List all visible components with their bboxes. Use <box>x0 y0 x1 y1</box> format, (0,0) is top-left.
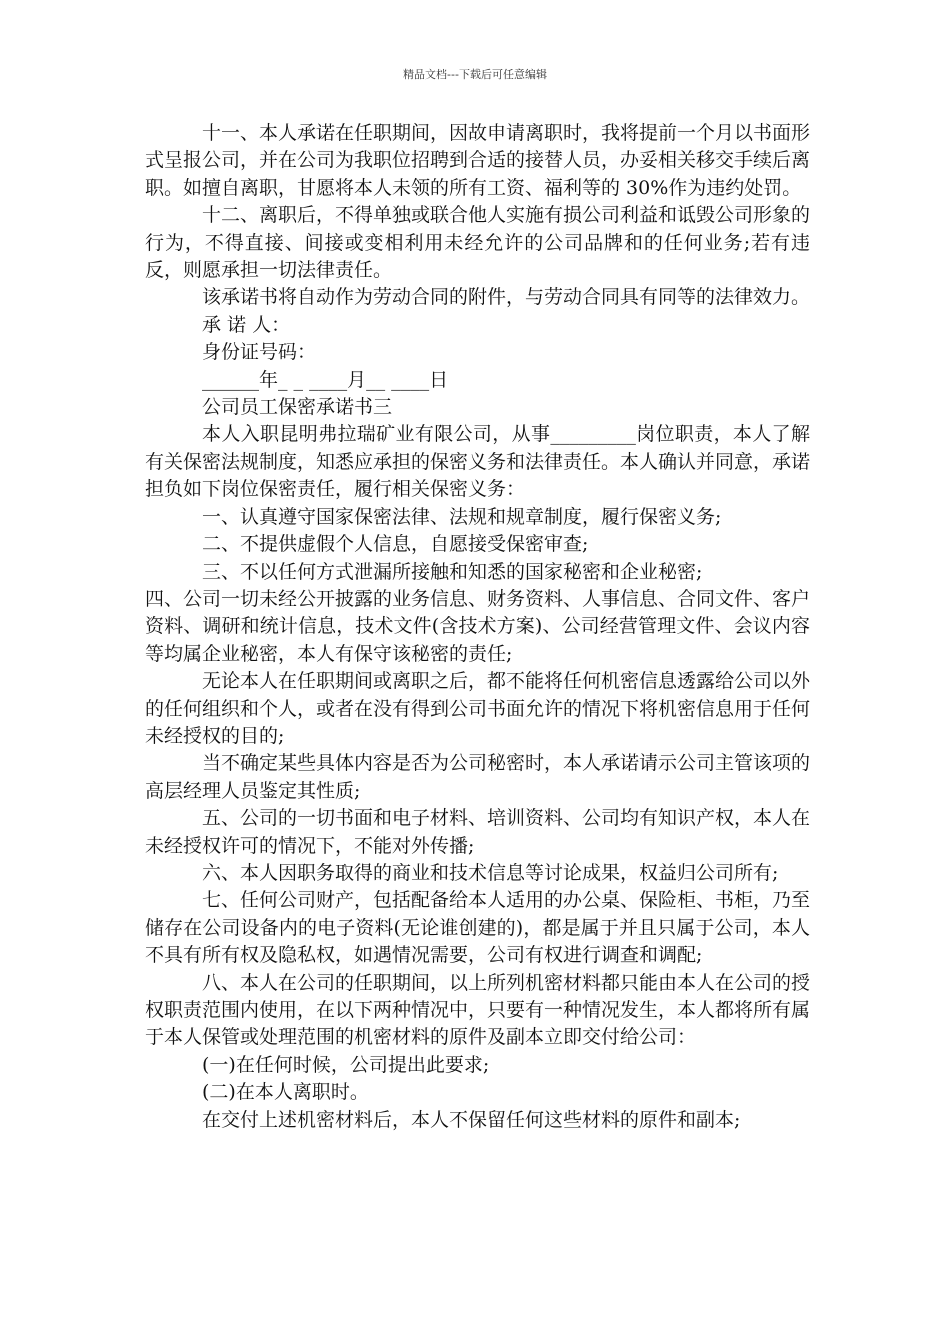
paragraph: 四、公司一切未经公开披露的业务信息、财务资料、人事信息、合同文件、客户资料、调研和统计信息，技术文件(含技术方案)、公司经营管理文件、会议内容等均属企业秘密，本人有保守该秘密的责任; <box>145 587 811 665</box>
id-number-label: 身份证号码： <box>202 341 317 364</box>
paragraph: 当不确定某些具体内容是否为公司秘密时，本人承诺请示公司主管该项的高层经理人员鉴定其性质; <box>145 752 811 802</box>
paragraph: 八、本人在公司的任职期间，以上所列机密材料都只能由本人在公司的授权职责范围内使用，在以下两种情况中，只要有一种情况发生，本人都将所有属于本人保管或处理范围的机密材料的原件及副本立即交付给公司： <box>145 971 811 1049</box>
paragraph: 无论本人在任职期间或离职之后，都不能将任何机密信息透露给公司以外的任何组织和个人，或者在没有得到公司书面允许的情况下将机密信息用于任何未经授权的目的; <box>145 670 811 747</box>
paragraph: (一)在任何时候，公司提出此要求; <box>202 1053 490 1076</box>
paragraph: 三、不以任何方式泄漏所接触和知悉的国家秘密和企业秘密; <box>202 560 703 583</box>
document-body <box>145 120 810 1134</box>
paragraph: 本人入职昆明弗拉瑞矿业有限公司，从事_________岗位职责，本人了解有关保密法规制度，知悉应承担的保密义务和法律责任。本人确认并同意，承诺担负如下岗位保密责任，履行相关保密义务： <box>145 423 811 501</box>
paragraph: 十二、离职后，不得单独或联合他人实施有损公司利益和诋毁公司形象的行为，不得直接、间接或变相利用未经允许的公司品牌和的任何业务;若有违反，则愿承担一切法律责任。 <box>145 204 811 282</box>
paragraph: 十一、本人承诺在任职期间，因故申请离职时，我将提前一个月以书面形式呈报公司，并在公司为我职位招聘到合适的接替人员，办妥相关移交手续后离职。如擅自离职，甘愿将本人未领的所有工资、福利等的 30%作为违约处罚。 <box>145 122 811 199</box>
paragraph: 该承诺书将自动作为劳动合同的附件，与劳动合同具有同等的法律效力。 <box>202 286 811 309</box>
date-line: ______年_ _ ____月__ ____日 <box>202 368 449 391</box>
signer-label: 承 诺 人： <box>202 313 291 336</box>
paragraph: 一、认真遵守国家保密法律、法规和规章制度，履行保密义务; <box>202 505 722 528</box>
paragraph: 在交付上述机密材料后，本人不保留任何这些材料的原件和副本; <box>202 1108 741 1131</box>
page-header: 精品文档---下载后可任意编辑 <box>403 68 547 81</box>
paragraph: 七、任何公司财产，包括配备给本人适用的办公桌、保险柜、书柜，乃至储存在公司设备内的电子资料(无论谁创建的)，都是属于并且只属于公司，本人不具有所有权及隐私权，如遇情况需要，公司有权进行调查和调配; <box>145 889 811 967</box>
section-title: 公司员工保密承诺书三 <box>202 396 393 419</box>
paragraph: 五、公司的一切书面和电子材料、培训资料、公司均有知识产权，本人在未经授权许可的情况下，不能对外传播; <box>145 807 811 857</box>
paragraph: (二)在本人离职时。 <box>202 1081 369 1104</box>
paragraph: 二、不提供虚假个人信息，自愿接受保密审查; <box>202 533 589 556</box>
paragraph: 六、本人因职务取得的商业和技术信息等讨论成果，权益归公司所有; <box>202 861 779 884</box>
